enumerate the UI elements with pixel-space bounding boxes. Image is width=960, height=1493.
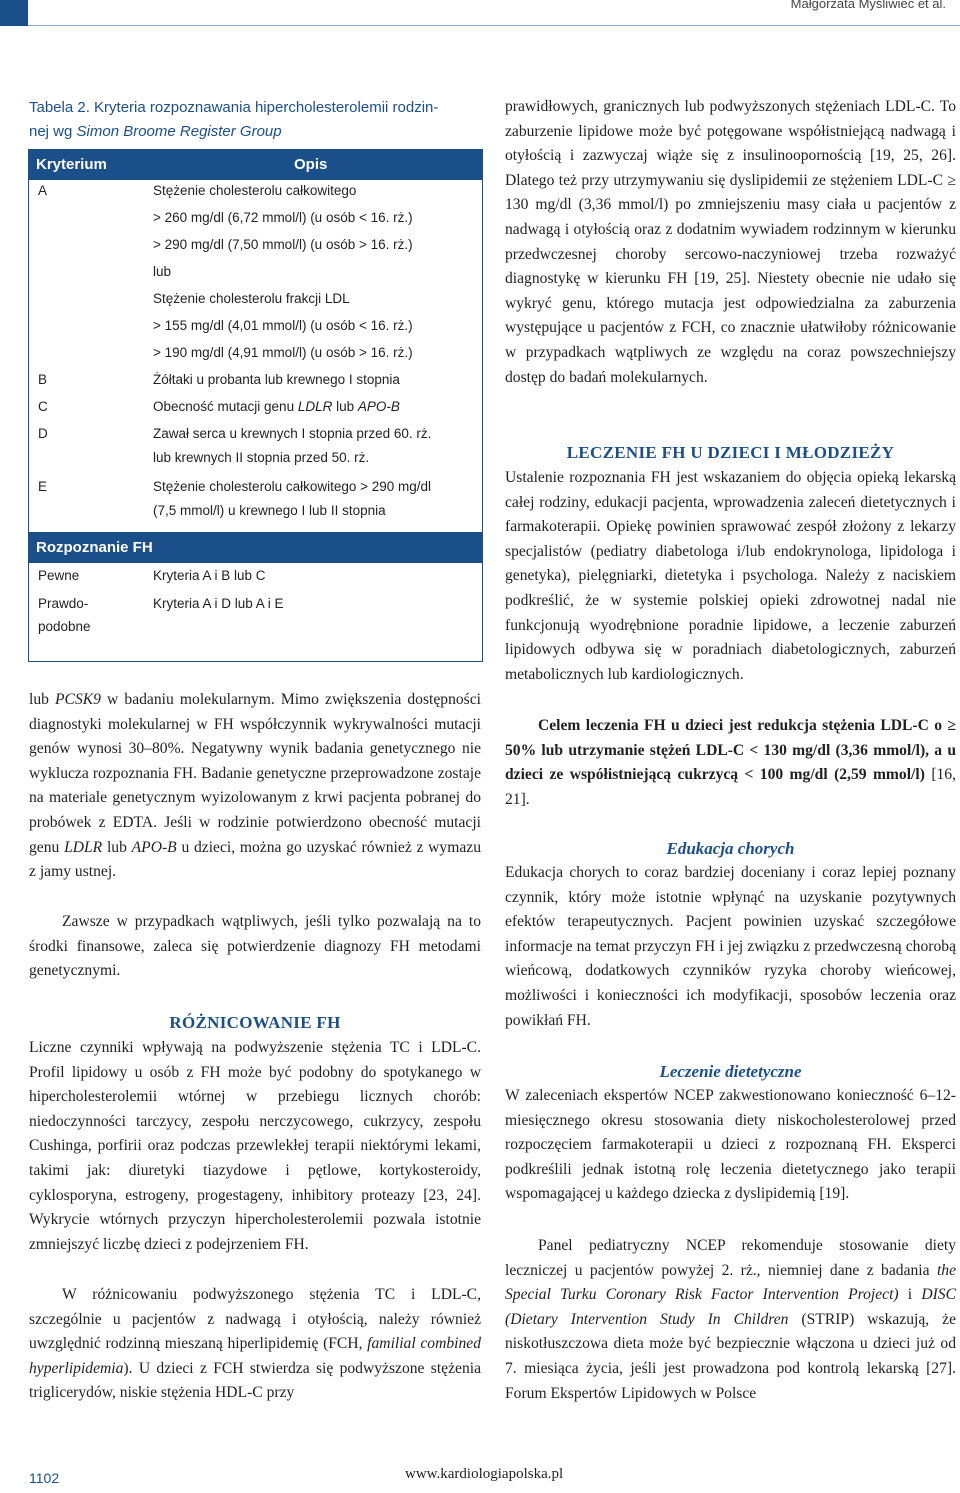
criterion-a-line4: lub	[153, 264, 172, 279]
right-paragraph-4: Edukacja chorych to coraz bardziej doceniany i coraz lepiej poznany czynnik, który może istotnie wpłynąć na uzyskanie pozytywnych efektów terapeutycznych. Pacjent powinien uzyskać szczegółowe informacje na temat przyczyn FH i jej związku z przedwczesną chorobą wieńcową, dodatkowych czynników ryzyka choroby wieńcowej, możliwości i konieczności ich modyfikacji, sposobów leczenia oraz powikłań FH.	[505, 864, 956, 1029]
right-p6-italic-disc: DISC (Dietary Intervention Study In Children	[505, 1286, 956, 1328]
right-paragraph-3	[505, 714, 956, 812]
criterion-d-line2: lub krewnych II stopnia przed 50. rż.	[153, 450, 370, 465]
criterion-c-desc	[153, 398, 483, 416]
right-p6-conj: i	[898, 1286, 922, 1304]
table-caption	[29, 96, 481, 144]
criterion-a-line3: > 290 mg/dl (7,50 mmol/l) (u osób > 16. rż.)	[153, 237, 413, 252]
criterion-c-key: C	[38, 399, 48, 414]
subheading-education: Edukacja chorych	[666, 839, 795, 858]
criterion-a-line7: > 190 mg/dl (4,91 mmol/l) (u osób > 16. rż.)	[153, 345, 413, 360]
footer-url[interactable]: www.kardiologiapolska.pl	[405, 1466, 564, 1482]
criterion-c-gene-apob: APO-B	[357, 399, 400, 414]
criterion-a-key: A	[38, 183, 48, 198]
diagnosis-header-label: Rozpoznanie FH	[36, 539, 153, 556]
diagnosis-probable-desc: Kryteria A i D lub A i E	[153, 596, 284, 611]
left-paragraph-3: Liczne czynniki wpływają na podwyższenie stężenia TC i LDL-C. Profil lipidowy u osób z FH może być podobny do spotykanego w hipercholesterolemii wtórnej w przebiegu licznych chorób: niedoczynności tarczycy, zespołu nerczycowego, cukrzycy, zespołu Cushinga, porfirii oraz podczas przewlekłej terapii niektórymi lekami, takimi jak: diuretyki tiazydowe i pętlowe, kortykosteroidy, cyklosporyna, estrogeny, progestageny, inhibitory proteazy [23, 24]. Wykrycie wtórnych przyczyn hipercholesterolemii pozwala istotnie zmniejszyć liczbę dzieci z podejrzeniem FH.	[29, 1039, 481, 1253]
right-p6-italic-strip: the Special Turku Coronary Risk Factor Intervention Project)	[505, 1261, 956, 1304]
diagnosis-certain-key: Pewne	[38, 568, 80, 583]
right-p3-refs: [16, 21].	[505, 766, 956, 808]
left-p4-end: ). U dzieci z FCH stwierdza się podwyższone stężenia triglicerydów, niskie stężenia HDL-C przy	[29, 1359, 481, 1402]
right-p6-lead: Panel pediatryczny NCEP rekomenduje stosowanie diety leczniczej u pacjentów powyżej 2. rż., niemniej dane z badania	[505, 1237, 956, 1279]
right-p6-end: (STRIP) wskazują, że niskotłuszczowa dieta może być bezpiecznie włączona u dzieci już od 7. miesiąca życia, jeśli jest prowadzona pod kontrolą lekarską [27]. Forum Ekspertów Lipidowych w Polsce	[505, 1310, 956, 1402]
criterion-d-key: D	[38, 426, 48, 441]
left-paragraph-1	[29, 688, 481, 885]
criterion-e-line1: Stężenie cholesterolu całkowitego > 290 mg/dl	[153, 479, 432, 494]
table-caption-italic: Simon Broome Register Group	[76, 123, 282, 140]
criterion-c-gene-ldlr: LDLR	[297, 399, 333, 414]
left-paragraph-4	[29, 1283, 481, 1406]
criterion-a-line6: > 155 mg/dl (4,01 mmol/l) (u osób < 16. rż.)	[153, 318, 413, 333]
right-paragraph-2: Ustalenie rozpoznania FH jest wskazaniem do objęcia opieką lekarską całej rodziny, edukacji pacjenta, wprowadzenia zaleceń dietetycznych i farmakoterapii. Opiekę powinien sprawować zespół złożony z lekarzy specjalistów (pediatry diabetologa i/lub endokrynologa, lipidologa i genetyka), pielęgniarki, dietetyka i psychologa. Należy z naciskiem podkreślić, że w systemie polskiej opieki zdrowotnej nadal nie funkcjonują wyodrębnione poradnie lipidowe, a leczenie zaburzeń lipidowych odbywa się w poradniach diabetologicznych, zaburzeń metabolicznych lub kardiologicznych.	[505, 469, 956, 683]
criterion-e-line2: (7,5 mmol/l) u krewnego I lub II stopnia	[153, 503, 386, 518]
left-p1-gene-pcsk9: PCSK9	[55, 691, 101, 708]
heading-children-treatment: LECZENIE FH U DZIECI I MŁODZIEŻY	[566, 443, 895, 462]
diagnosis-certain-desc: Kryteria A i B lub C	[153, 568, 266, 583]
table-caption-line1: Tabela 2. Kryteria rozpoznawania hipercholesterolemii rodzin-	[29, 99, 439, 116]
criterion-c-conj: lub	[332, 399, 358, 414]
table-header-description: Opis	[294, 156, 328, 173]
table-caption-line2: nej wg	[29, 123, 77, 140]
criterion-a-line2: > 260 mg/dl (6,72 mmol/l) (u osób < 16. rż.)	[153, 210, 413, 225]
criterion-c-text: Obecność mutacji genu	[153, 399, 298, 414]
right-paragraph-6	[505, 1234, 956, 1406]
criterion-b-desc: Żółtaki u probanta lub krewnego I stopnia	[153, 372, 400, 387]
header-accent-square	[0, 0, 28, 26]
heading-differentiation: RÓŻNICOWANIE FH	[169, 1013, 341, 1032]
left-p4-italic: familial combined hyperlipidemia	[29, 1335, 481, 1377]
criterion-a-line5: Stężenie cholesterolu frakcji LDL	[153, 291, 350, 306]
left-p4-lead: W różnicowaniu podwyższonego stężenia TC i LDL-C, szczególnie u pacjentów z nadwagą i otyłością, należy również uwzględnić rodzinną mieszaną hiperlipidemię (FCH,	[29, 1286, 481, 1353]
left-paragraph-2: Zawsze w przypadkach wątpliwych, jeśli tylko pozwalają na to środki finansowe, zaleca się potwierdzenie diagnozy FH metodami genetycznymi.	[29, 913, 481, 980]
running-head: Małgorzata Myśliwiec et al.	[790, 0, 946, 11]
right-p3-bold: Celem leczenia FH u dzieci jest redukcja stężenia LDL-C o ≥ 50% lub utrzymanie stężeń LDL-C < 130 mg/dl (3,36 mmol/l), a u dzieci ze współistniejącą cukrzycą < 100 mg/dl (2,59 mmol/l)	[505, 717, 956, 784]
criterion-e-key: E	[38, 479, 48, 494]
diagnosis-probable-key-2: podobne	[38, 619, 91, 634]
right-paragraph-5: W zaleceniach ekspertów NCEP zakwestionowano konieczność 6–12-miesięcznego okresu stosowania diety niskocholesterolowej przed rozpoczęciem farmakoterapii u dzieci z rozpoznaną FH. Eksperci podkreślili jednak istotną rolę leczenia dietetycznego jako terapii wspomagającej u każdego dziecka z dyslipidemią [19].	[505, 1087, 956, 1203]
diagnosis-probable-key-1: Prawdo-	[38, 596, 89, 611]
left-p1-end: u dzieci, można go uzyskać również z wymazu z jamy ustnej.	[29, 838, 481, 881]
left-p1-gene-apob: APO-B	[131, 838, 177, 856]
header-rule	[28, 25, 960, 26]
left-p1-lead: lub	[29, 691, 56, 708]
criterion-d-line1: Zawał serca u krewnych I stopnia przed 60. rż.	[153, 426, 432, 441]
left-p1-body: w badaniu molekularnym. Mimo zwiększenia dostępności diagnostyki molekularnej w FH współczynnik wykrywalności mutacji genów wynosi 30–80%. Negatywny wynik badania genetycznego nie wyklucza rozpoznania FH. Badanie genetyczne przeprowadzone zostaje na materiale genetycznym wyizolowanym z krwi pacjenta pobranej do probówek z EDTA. Jeśli w rodzinie potwierdzono obecność mutacji genu	[29, 691, 481, 856]
left-p1-gene-ldlr: LDLR	[64, 838, 103, 856]
subheading-diet: Leczenie dietetyczne	[659, 1062, 802, 1081]
left-p1-conj: lub	[102, 838, 132, 856]
table-header	[28, 149, 483, 180]
criterion-a-line1: Stężenie cholesterolu całkowitego	[153, 183, 357, 198]
table-header-criterion: Kryterium	[36, 156, 107, 173]
criterion-b-key: B	[38, 372, 48, 387]
page-number: 1102	[29, 1470, 60, 1486]
right-paragraph-1: prawidłowych, granicznych lub podwyższonych stężeniach LDL-C. To zaburzenie lipidowe może być potęgowane współistniejącą nadwagą i otyłością i zazwyczaj wiąże się z insulinoopornością [19, 25, 26]. Dlatego też przy utrzymywaniu się dyslipidemii ze stężeniem LDL-C ≥ 130 mg/dl (3,36 mmol/l) po zmniejszeniu masy ciała u pacjentów z nadwagą i otyłością oraz z dodatnim wywiadem rodzinnym w kierunku przedwczesnej choroby sercowo-naczyniowej trzeba rozważyć diagnostykę w kierunku FH [19, 25]. Niestety obecnie nie udało się wykryć genu, którego mutacja jest odpowiedzialna za zaburzenia występujące u pacjentów z FCH, co znacznie ułatwiłoby różnicowanie w przypadkach wątpliwych ze względu na coraz powszechniejszy dostęp do badań molekularnych.	[505, 98, 956, 386]
diagnosis-header	[28, 532, 483, 563]
